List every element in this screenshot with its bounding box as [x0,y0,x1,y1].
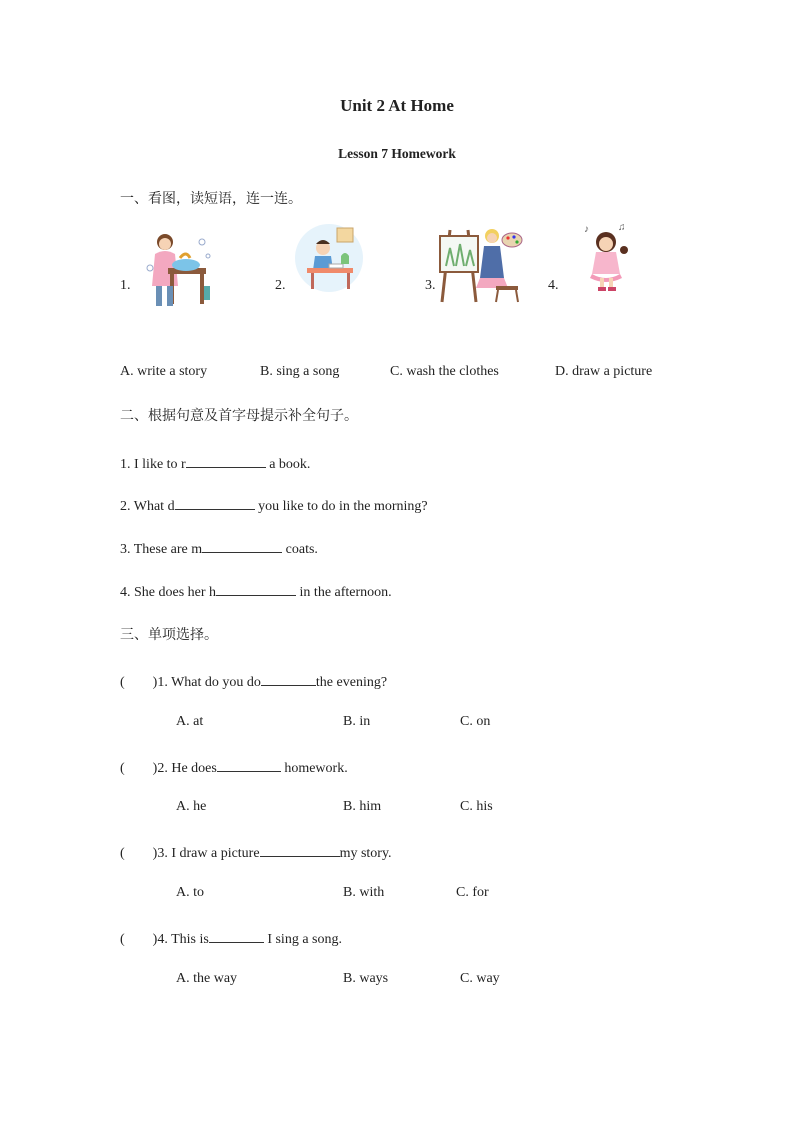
svg-text:♫: ♫ [618,222,626,233]
fill-blank-2[interactable] [175,496,255,510]
question-4-before: 4. This is [157,932,209,947]
fill-item-1-after: a book. [265,457,311,472]
q3-option-c: C. for [456,885,489,900]
fill-item-2-before: 2. What d [120,499,175,514]
fill-item-3 [120,539,318,558]
fill-item-4-before: 4. She does her h [120,585,217,600]
q1-option-c: C. on [460,714,491,729]
match-option-b: B. sing a song [260,364,340,379]
match-option-a: A. write a story [120,364,208,379]
question-3-before: 3. I draw a picture [157,846,260,861]
q4-option-c: C. way [460,971,500,986]
fill-item-1 [120,454,310,473]
q1-option-a: A. at [176,714,204,729]
q4-option-b: B. ways [343,971,389,986]
fill-blank-1[interactable] [186,454,266,468]
q3-option-b: B. with [343,885,385,900]
choice-question-4 [120,928,342,948]
choice-question-2 [120,757,348,777]
girl-singing-icon [580,220,636,294]
answer-paren-4[interactable]: ( ) [120,932,158,947]
section2-heading: 二、根据句意及首字母提示补全句子。 [120,408,358,424]
girl-painting-at-easel-icon [436,226,524,304]
question-blank-3 [260,843,340,857]
picture-number-3: 3. [425,278,436,293]
question-blank-2 [217,758,281,772]
fill-item-4 [120,582,392,601]
woman-washing-clothes-icon [140,228,215,313]
picture-number-1: 1. [120,278,131,293]
fill-item-2 [120,496,428,515]
boy-writing-at-desk-icon [293,222,365,294]
section1-heading: 一、看图，读短语，连一连。 [120,191,302,207]
picture-number-4: 4. [548,278,559,293]
answer-paren-2[interactable]: ( ) [120,761,158,776]
answer-paren-1[interactable]: ( ) [120,675,158,690]
q1-option-b: B. in [343,714,371,729]
choice-question-3 [120,842,392,862]
fill-blank-3[interactable] [202,539,282,553]
q2-option-a: A. he [176,799,207,814]
picture-number-2: 2. [275,278,286,293]
fill-item-3-after: coats. [282,542,318,557]
section3-heading: 三、单项选择。 [120,627,218,643]
page-title: Unit 2 At Home [340,96,454,115]
page-subtitle: Lesson 7 Homework [338,146,456,161]
q2-option-c: C. his [460,799,493,814]
q3-option-a: A. to [176,885,204,900]
fill-item-3-before: 3. These are m [120,542,203,557]
answer-paren-3[interactable]: ( ) [120,846,158,861]
question-1-before: 1. What do you do [157,675,261,690]
question-blank-1 [261,672,316,686]
fill-item-1-before: 1. I like to r [120,457,186,472]
q4-option-a: A. the way [176,971,238,986]
question-3-after: my story. [339,846,392,861]
question-2-before: 2. He does [157,761,217,776]
fill-item-2-after: you like to do in the morning? [254,499,428,514]
match-option-c: C. wash the clothes [390,364,499,379]
fill-item-4-after: in the afternoon. [296,585,392,600]
question-blank-4 [209,929,264,943]
question-4-after: I sing a song. [263,932,342,947]
question-1-after: the evening? [315,675,388,690]
q2-option-b: B. him [343,799,382,814]
question-2-after: homework. [280,761,348,776]
choice-question-1 [120,671,387,691]
fill-blank-4[interactable] [216,582,296,596]
svg-text:♪: ♪ [584,224,589,235]
match-option-d: D. draw a picture [555,364,653,379]
